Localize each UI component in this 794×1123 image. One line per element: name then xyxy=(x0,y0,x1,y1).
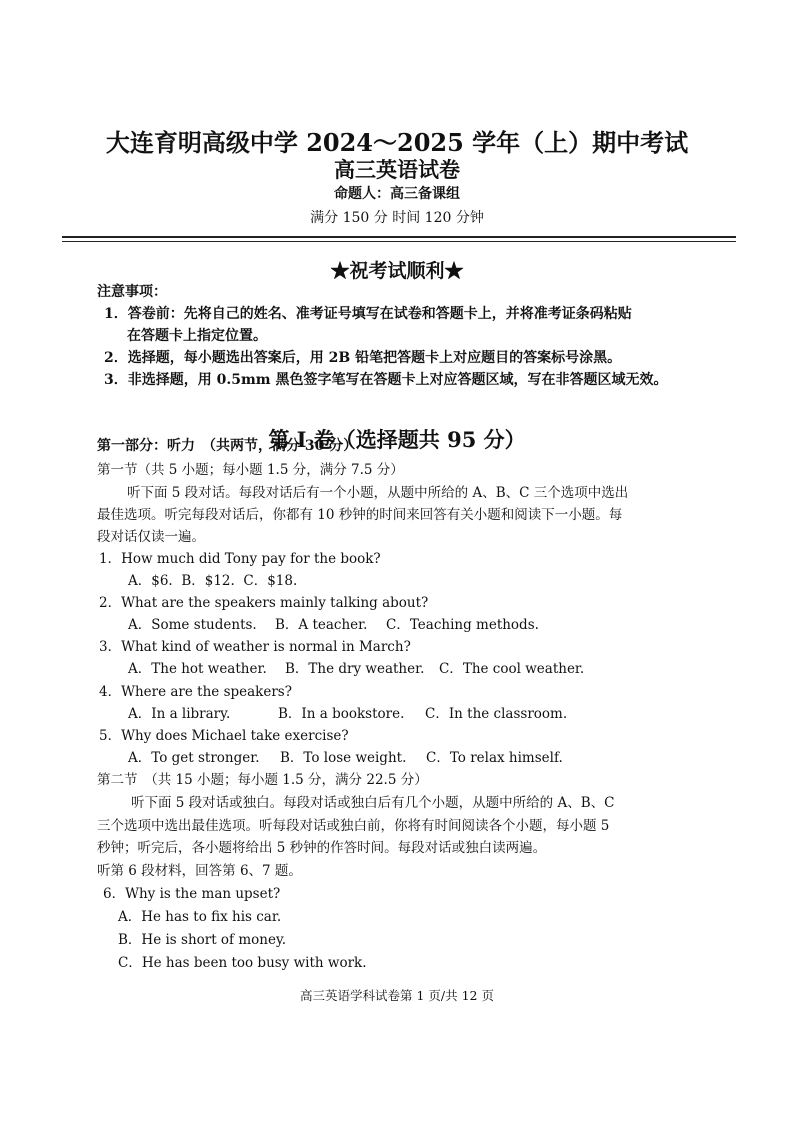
question-2: 2．What are the speakers mainly talking about? xyxy=(99,595,429,611)
option-a: A．$6. xyxy=(128,573,173,589)
note-number: 3． xyxy=(104,372,128,388)
section2-instruction-line: 三个选项中选出最佳选项。听每段对话或独白前，你将有时间阅读各个小题，每小题 5 xyxy=(97,818,610,834)
question-4: 4．Where are the speakers? xyxy=(99,684,292,700)
question-5-option-c: C．To relax himself. xyxy=(426,750,563,766)
question-3-option-a: A．The hot weather. xyxy=(128,661,267,677)
volume-title: 第 I 卷（选择题共 95 分） xyxy=(268,427,526,452)
note-3 xyxy=(104,369,667,389)
question-4-option-b: B．In a bookstore. xyxy=(278,706,405,722)
exam-subtitle: 高三英语试卷 xyxy=(334,157,460,182)
notes-heading: 注意事项： xyxy=(97,284,167,300)
option-b: B．$12. xyxy=(181,573,235,589)
note-text: 选择题，每小题选出答案后，用 2B 铅笔把答题卡上对应题目的答案标号涂黑。 xyxy=(127,350,622,366)
question-1: 1．How much did Tony pay for the book? xyxy=(99,551,381,567)
blessing-banner: ★祝考试顺利★ xyxy=(330,260,464,282)
question-6-option-c: C．He has been too busy with work. xyxy=(118,955,367,971)
question-3-option-c: C．The cool weather. xyxy=(439,661,585,677)
section2-instruction-line: 秒钟；听完后，各小题将给出 5 秒钟的作答时间。每段对话或独白读两遍。 xyxy=(97,840,547,856)
note-text: 答卷前：先将自己的姓名、准考证号填写在试卷和答题卡上，并将准考证条码粘贴 xyxy=(127,306,632,322)
question-2-option-c: C．Teaching methods. xyxy=(386,617,539,633)
option-c: C．$18. xyxy=(243,573,298,589)
question-3: 3．What kind of weather is normal in March? xyxy=(99,639,411,655)
double-rule-top xyxy=(62,236,736,238)
question-4-option-c: C．In the classroom. xyxy=(425,706,568,722)
note-2 xyxy=(104,347,621,367)
section1-instruction-line: 最佳选项。听完每段对话后，你都有 10 秒钟的时间来回答有关小题和阅读下一小题。每 xyxy=(97,507,623,523)
note-number: 1． xyxy=(104,306,128,322)
question-2-option-a: A．Some students. xyxy=(128,617,257,633)
question-6-option-a: A．He has to fix his car. xyxy=(118,909,282,925)
section1-instruction-line: 听下面 5 段对话。每段对话后有一个小题，从题中所给的 A、B、C 三个选项中选出 xyxy=(127,485,629,501)
question-2-option-b: B．A teacher. xyxy=(275,617,368,633)
question-3-option-b: B．The dry weather. xyxy=(285,661,425,677)
exam-title: 大连育明高级中学 2024～2025 学年（上）期中考试 xyxy=(105,128,689,157)
part1-heading: 第一部分：听力 （共两节，满分 30 分） xyxy=(97,438,358,454)
note-1 xyxy=(104,303,632,323)
question-5-option-b: B．To lose weight. xyxy=(280,750,407,766)
section2-instruction-line: 听下面 5 段对话或独白。每段对话或独白后有几个小题，从题中所给的 A、B、C xyxy=(131,795,615,811)
section1-instruction-line: 段对话仅读一遍。 xyxy=(97,529,205,545)
question-5: 5．Why does Michael take exercise? xyxy=(99,728,349,744)
score-time: 满分 150 分 时间 120 分钟 xyxy=(310,210,484,226)
question-6-option-b: B．He is short of money. xyxy=(118,932,287,948)
section2-heading: 第二节 （共 15 小题；每小题 1.5 分，满分 22.5 分） xyxy=(97,772,428,788)
note-text: 非选择题，用 0.5mm 黑色签字笔写在答题卡上对应答题区域，写在非答题区域无效。 xyxy=(127,372,668,388)
question-6: 6．Why is the man upset? xyxy=(103,886,281,902)
exam-setter: 命题人：高三备课组 xyxy=(334,186,460,202)
note-number: 2． xyxy=(104,350,128,366)
page-footer: 高三英语学科试卷第 1 页/共 12 页 xyxy=(300,988,494,1003)
question-4-option-a: A．In a library. xyxy=(128,706,231,722)
note-1-continued: 在答题卡上指定位置。 xyxy=(127,328,267,344)
question-1-options xyxy=(128,569,297,589)
question-5-option-a: A．To get stronger. xyxy=(128,750,260,766)
material-instruction: 听第 6 段材料，回答第 6、7 题。 xyxy=(97,863,302,879)
section1-heading: 第一节（共 5 小题；每小题 1.5 分，满分 7.5 分） xyxy=(97,462,404,478)
double-rule-bottom xyxy=(62,241,736,242)
